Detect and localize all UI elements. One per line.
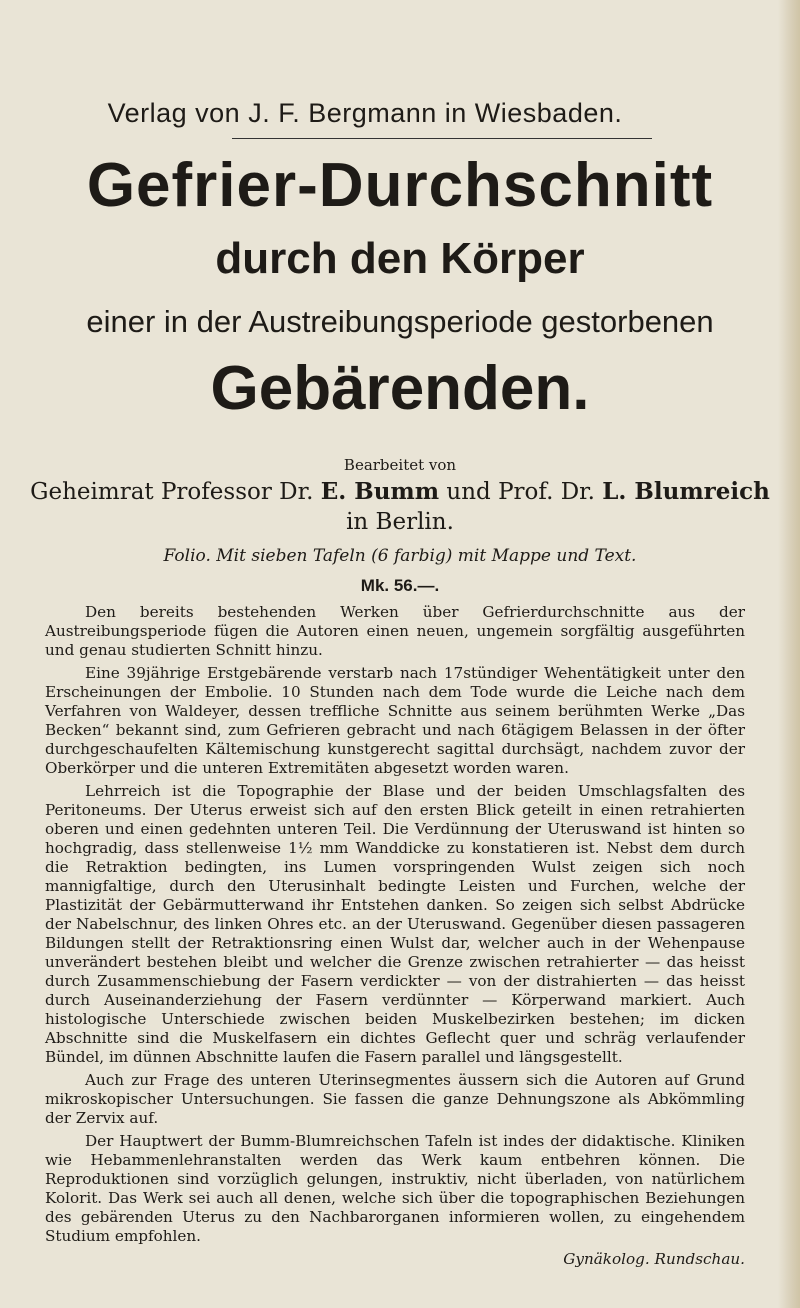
title-line-4: Gebärenden. bbox=[210, 354, 590, 423]
price: Mk. 56.—. bbox=[360, 576, 440, 595]
author-bumm: E. Bumm bbox=[320, 478, 440, 505]
title-line-2: durch den Körper bbox=[215, 234, 585, 283]
author-prefix: Geheimrat Professor Dr. bbox=[30, 479, 314, 505]
byline: Bearbeitet von bbox=[343, 456, 457, 474]
publisher-line: Verlag von J. F. Bergmann in Wiesbaden. bbox=[107, 98, 623, 128]
paragraph-2: Eine 39jährige Erstgebärende verstarb nach 17stündiger Wehentätigkeit unter den Erscheinungen der Embolie. 10 Stunden nach dem Tode wurde die Leiche nach dem Verfahren von Waldeyer, dessen treffliche Schnitte aus seinem berühmten Werke „Das Becken“ bekannt sind, zum Gefrieren gebracht und nach 6tägigem Belassen in der öfter durchgeschaufelten Kältemischung kunstgerecht sagittal durchsägt, nachdem zuvor der Oberkörper und die unteren Extremitäten abgesetzt worden waren. bbox=[45, 664, 745, 777]
divider-rule bbox=[232, 138, 652, 139]
review-source: Gynäkolog. Rundschau. bbox=[563, 1250, 745, 1268]
paragraph-3: Lehrreich ist die Topographie der Blase und der beiden Umschlagsfalten des Peritoneums. Der Uterus erweist sich auf den ersten Blick geteilt in einen retrahierten oberen und einen gedehnten unteren Teil. Die Verdünnung der Uteruswand ist hinten so hochgradig, dass stellenweise 1½ mm Wanddicke zu konstatieren ist. Nebst dem durch die Retraktion bedingten, ins Lumen vorspringenden Wulst zeigen sich noch mannigfaltige, durch den Uterusinhalt bedingte Leisten und Furchen, welche der Plastizität der Gebärmutterwand ihr Entstehen danken. So zeigen sich selbst Abdrücke der Nabelschnur, des linken Ohres etc. an der Uteruswand. Gegenüber diesen passageren Bildungen stellt der Retraktionsring einen Wulst dar, welcher auch in der Wehenpause unverändert bestehen bleibt und welcher die Grenze zwischen retrahierter — das heisst durch Zusammenschiebung der Fasern verdickter — von der distrahierten — das heisst durch Auseinanderziehung der Fasern verdünnter — Körperwand markiert. Auch histologische Unterschiede zwischen beiden Muskelbezirken bestehen; im dicken Abschnitte sind die Muskelfasern ein dichtes Geflecht quer und schräg verlaufender Bündel, im dünnen Abschnitte laufen die Fasern parallel und längsgestellt. bbox=[45, 782, 745, 1066]
author-location: in Berlin. bbox=[346, 509, 454, 535]
authors bbox=[0, 477, 800, 537]
review-text bbox=[45, 603, 745, 1269]
title-line-1: Gefrier-Durchschnitt bbox=[86, 151, 714, 220]
author-blumreich: L. Blumreich bbox=[602, 478, 770, 505]
paragraph-1: Den bereits bestehenden Werken über Gefrierdurchschnitte aus der Austreibungsperiode fügen die Autoren einen neuen, ungemein sorgfältig ausgeführten und genau studierten Schnitt hinzu. bbox=[45, 603, 745, 659]
author-middle: und Prof. Dr. bbox=[446, 479, 595, 505]
paragraph-4: Auch zur Frage des unteren Uterinsegmentes äussern sich die Autoren auf Grund mikroskopischer Untersuchungen. Sie fassen die ganze Dehnungszone als Abkömmling der Zervix auf. bbox=[45, 1071, 745, 1127]
paragraph-5: Der Hauptwert der Bumm-Blumreichschen Tafeln ist indes der didaktische. Kliniken wie Hebammenlehranstalten werden das Werk kaum entbehren können. Die Reproduktionen sind vorzüglich gelungen, instruktiv, nicht überladen, von natürlichem Kolorit. Das Werk sei auch all denen, welche sich über die topographischen Beziehungen des gebärenden Uterus zu den Nachbarorganen informieren wollen, zu eingehendem Studium empfohlen. bbox=[45, 1132, 745, 1245]
title-line-3: einer in der Austreibungsperiode gestorbenen bbox=[86, 304, 714, 339]
format-line: Folio. Mit sieben Tafeln (6 farbig) mit Mappe und Text. bbox=[163, 546, 637, 566]
